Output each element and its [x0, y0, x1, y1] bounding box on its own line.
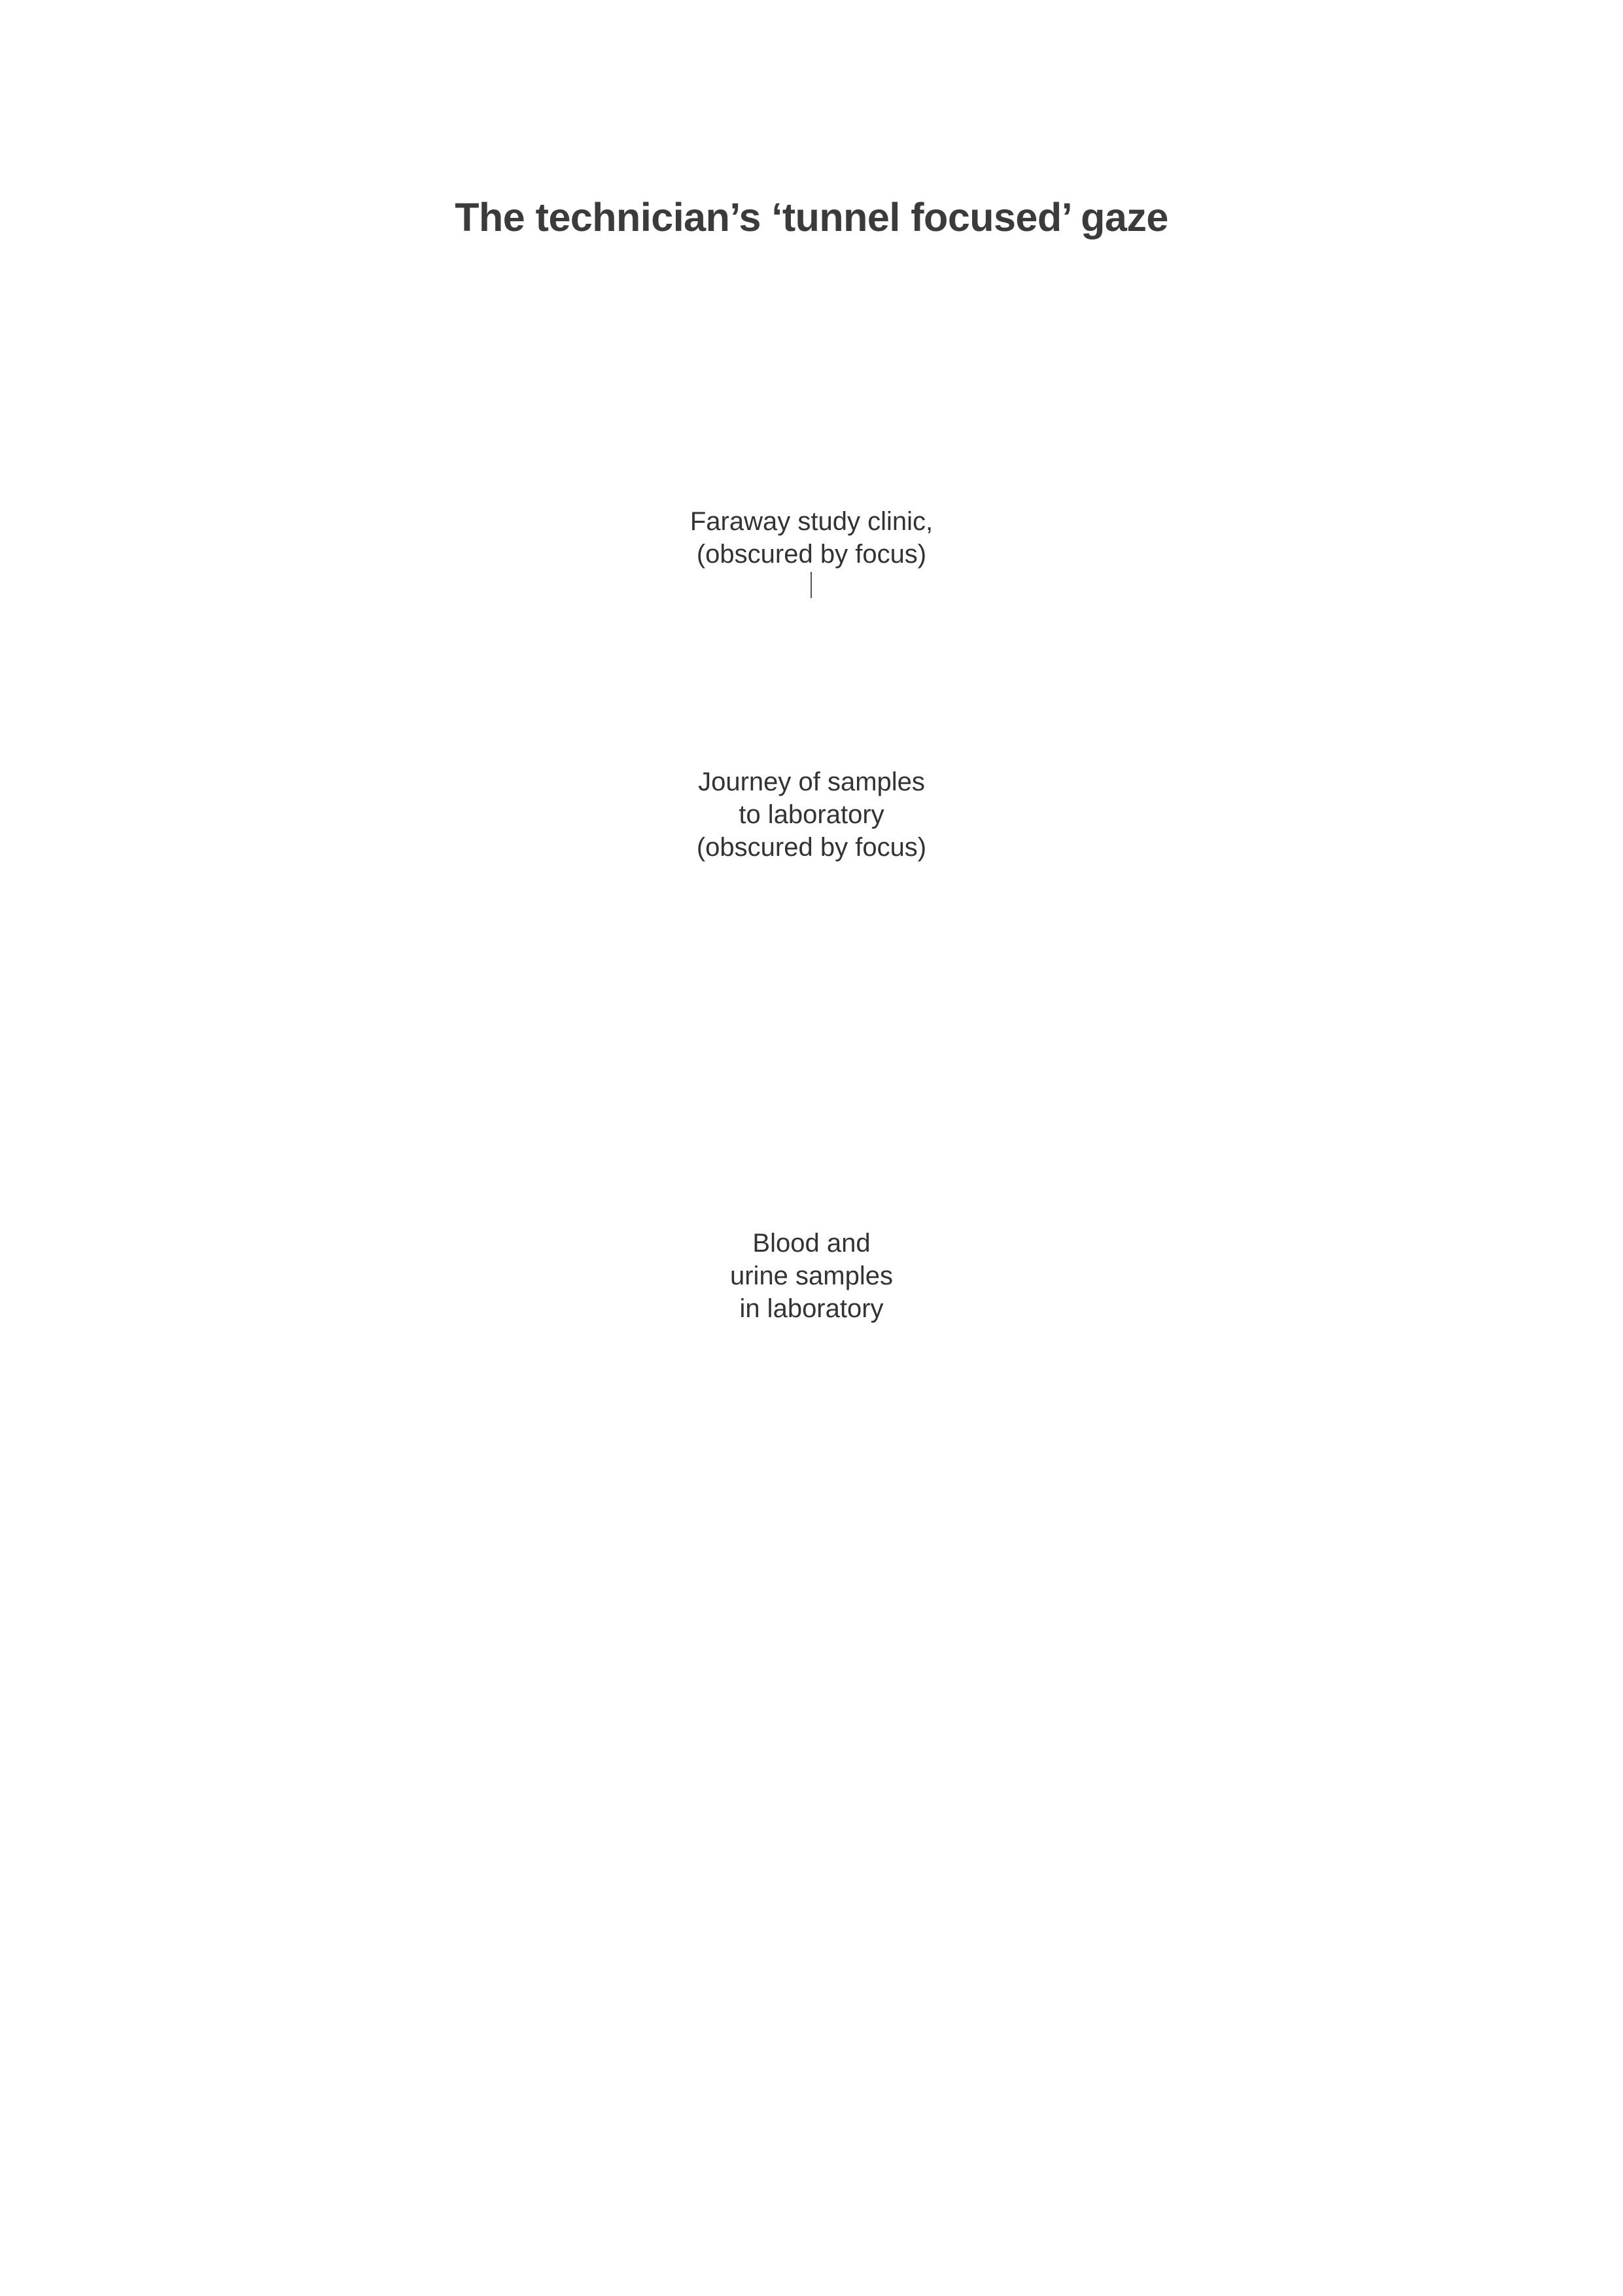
journey-label-line: Journey of samples: [698, 768, 925, 796]
journey-label-line: to laboratory: [739, 800, 884, 829]
clinic-label-line: (obscured by focus): [696, 540, 927, 569]
laboratory-label-line: Blood and: [752, 1229, 871, 1258]
clinic-label-line: Faraway study clinic,: [689, 507, 934, 536]
laboratory-label: [0, 1227, 1623, 1325]
journey-label: [0, 766, 1623, 864]
diagram-title: The technician’s ‘tunnel focused’ gaze: [455, 195, 1168, 239]
clinic-label: [0, 505, 1623, 571]
laboratory-label-line: urine samples: [729, 1262, 893, 1290]
journey-label-line: (obscured by focus): [696, 833, 927, 862]
laboratory-label-line: in laboratory: [739, 1294, 884, 1323]
clinic-connector-line: [811, 572, 812, 598]
